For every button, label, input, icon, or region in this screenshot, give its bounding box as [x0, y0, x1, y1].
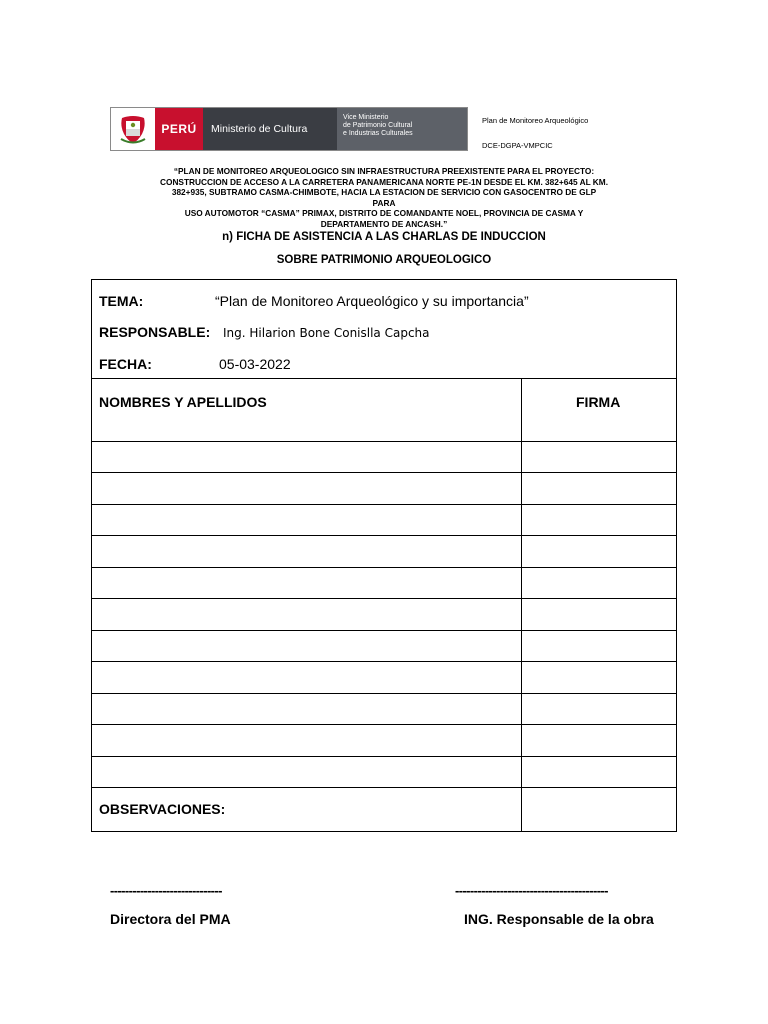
project-line: 382+935, SUBTRAMO CASMA-CHIMBOTE, HACIA LA ESTACION DE SERVICIO CON GASOCENTRO DE GLP PARA [171, 187, 597, 208]
table-row [92, 441, 676, 442]
tema-label: TEMA: [99, 293, 144, 309]
signature-column-header: FIRMA [576, 394, 621, 410]
responsable-label: RESPONSABLE: [99, 324, 211, 340]
table-row [92, 661, 676, 662]
vice-ministry-line: e Industrias Culturales [343, 130, 413, 137]
signature-title-left: Directora del PMA [110, 911, 231, 927]
peru-coat-of-arms-icon [111, 108, 155, 150]
header-divider [92, 378, 676, 379]
vice-ministry-line: Vice Ministerio [343, 114, 389, 121]
table-row [92, 535, 676, 536]
form-title: n) FICHA DE ASISTENCIA A LAS CHARLAS DE INDUCCION [222, 231, 546, 243]
project-line: CONSTRUCCION DE ACCESO A LA CARRETERA PANAMERICANA NORTE PE-1N DESDE EL KM. 382+645 AL KM. [160, 176, 609, 187]
table-row [92, 598, 676, 599]
plan-reference: Plan de Monitoreo Arqueológico [482, 116, 589, 125]
signature-title-right: ING. Responsable de la obra [464, 911, 654, 927]
attendance-form [91, 279, 677, 832]
tema-value: “Plan de Monitoreo Arqueológico y su importancia” [215, 293, 529, 309]
table-row [92, 567, 676, 568]
table-row [92, 693, 676, 694]
ministry-banner [110, 107, 468, 151]
observaciones-label: OBSERVACIONES: [99, 801, 226, 817]
table-row [92, 724, 676, 725]
ministry-name: Ministerio de Cultura [203, 108, 337, 150]
fecha-label: FECHA: [99, 356, 152, 372]
responsable-row [99, 324, 430, 340]
table-row [92, 504, 676, 505]
column-divider [521, 378, 522, 831]
peru-brand: PERÚ [155, 108, 203, 150]
vice-ministry [337, 108, 467, 150]
names-column-header: NOMBRES Y APELLIDOS [99, 394, 267, 410]
signature-line-right: ----------------------------------------- [455, 883, 608, 898]
tema-row [99, 293, 529, 309]
project-line: DEPARTAMENTO DE ANCASH.” [320, 218, 448, 229]
project-line: “PLAN DE MONITOREO ARQUEOLOGICO SIN INFRAESTRUCTURA PREEXISTENTE PARA EL PROYECTO: [173, 166, 595, 176]
project-line: USO AUTOMOTOR “CASMA” PRIMAX, DISTRITO DE COMANDANTE NOEL, PROVINCIA DE CASMA Y [184, 208, 584, 218]
vice-ministry-line: de Patrimonio Cultural [343, 122, 413, 129]
fecha-value: 05-03-2022 [219, 356, 291, 372]
form-subtitle: SOBRE PATRIMONIO ARQUEOLOGICO [276, 254, 492, 266]
table-row [92, 787, 676, 788]
table-row [92, 472, 676, 473]
table-row [92, 630, 676, 631]
signature-line-left: ------------------------------ [110, 883, 222, 898]
fecha-row [99, 356, 291, 372]
project-title [160, 166, 608, 229]
document-code: DCE-DGPA-VMPCIC [482, 141, 553, 150]
table-row [92, 756, 676, 757]
responsable-value: Ing. Hilarion Bone Conislla Capcha [223, 326, 430, 340]
